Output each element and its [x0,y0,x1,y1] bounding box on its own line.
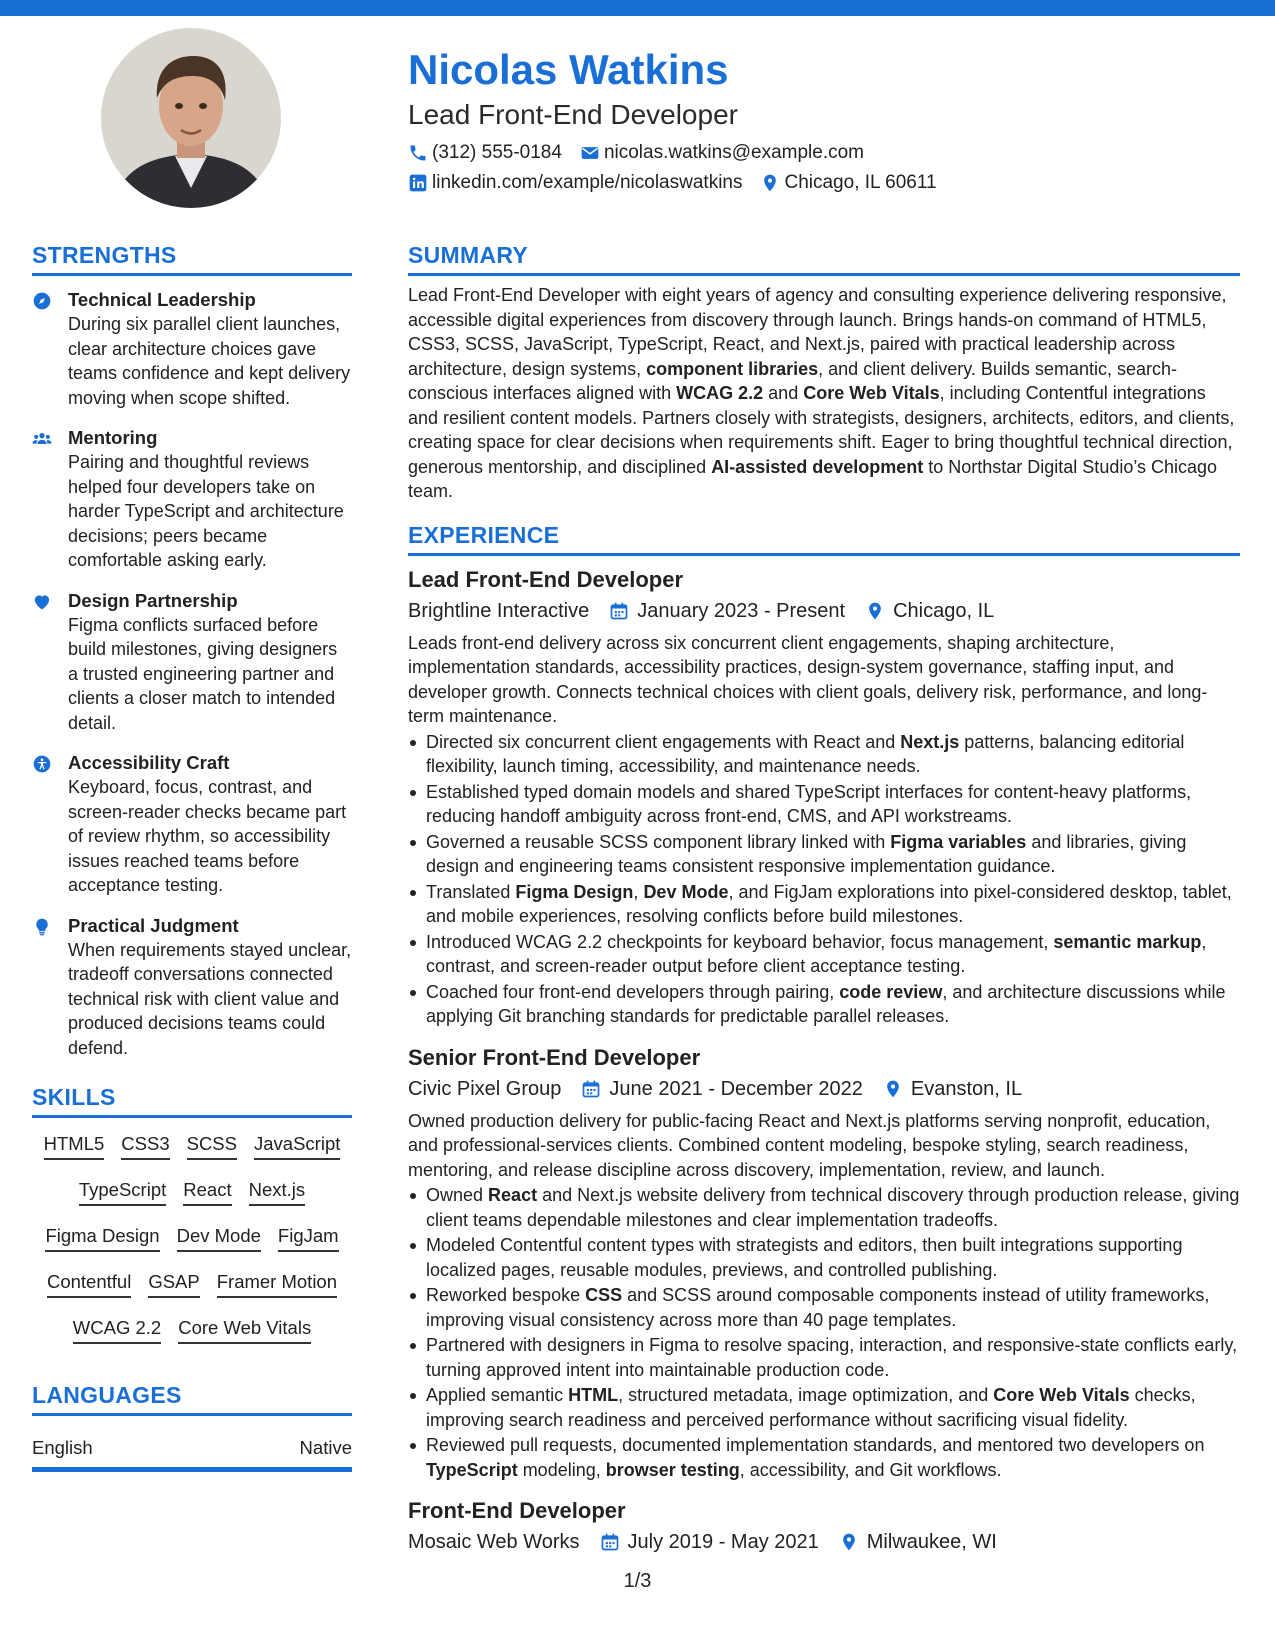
strength-desc: Pairing and thoughtful reviews helped four developers take on harder TypeScript and architecture decisions; peers became comfortable asking early. [68,452,344,570]
job-meta [408,596,1240,626]
bold-keyword: React [488,1185,538,1205]
calendar-icon [609,601,629,621]
envelope-icon [580,143,600,163]
job-dates: January 2023 - Present [637,599,846,622]
bold-keyword: TypeScript [426,1459,518,1480]
job-bullets [408,730,1240,1029]
skill-tag: WCAG 2.2 [73,1316,161,1344]
strength-item [32,288,352,410]
left-column [32,240,352,1472]
skill-tag: Framer Motion [217,1270,337,1298]
skill-row [32,1178,352,1206]
skill-tag: Core Web Vitals [178,1316,311,1344]
job-meta [408,1074,1240,1104]
lightbulb-icon [32,917,52,937]
right-column [408,240,1240,1557]
skills-list [32,1132,352,1344]
job-entry [408,565,1240,1029]
strength-item [32,426,352,573]
skill-tag: Contentful [47,1270,131,1298]
email-text: nicolas.watkins@example.com [603,142,864,163]
accessibility-icon [32,754,52,774]
bold-keyword: browser testing [605,1459,740,1480]
bold-keyword: component libraries [646,358,819,379]
skills-section [32,1082,352,1344]
map-pin-icon [760,173,780,193]
job-company: Brightline Interactive [408,599,590,622]
bold-keyword: Next.js [900,731,960,752]
users-icon [32,429,52,449]
strengths-section [32,240,352,1060]
job-location: Chicago, IL [893,599,995,622]
map-pin-icon [839,1532,859,1552]
linkedin-text: linkedin.com/example/nicolaswatkins [432,172,743,193]
skill-tag: CSS3 [121,1132,169,1160]
skill-tag: Dev Mode [177,1224,261,1252]
experience-section [408,520,1240,1558]
location-text: Chicago, IL 60611 [784,172,937,193]
calendar-icon [600,1532,620,1552]
map-pin-icon [865,601,885,621]
profile-photo [101,28,281,208]
bullet-item: Reviewed pull requests, documented implementation standards, and mentored two developers on TypeScript modeling, browser testing, accessibility, and Git workflows. [408,1433,1240,1482]
phone-text: (312) 555-0184 [432,142,562,163]
bullet-item: Governed a reusable SCSS component library linked with Figma variables and libraries, giving design and engineering teams consistent responsive implementation guidance. [408,830,1240,879]
summary-section [408,240,1240,504]
skill-tag: Figma Design [45,1224,159,1252]
strength-item [32,589,352,736]
summary-text: Lead Front-End Developer with eight years of agency and consulting experience delivering responsive, accessible digital experiences from discovery through launch. Brings hands-on command of HTML5, CSS3, SCSS, JavaScript, TypeScript, React, and Next.js, paired with practical leadership across architecture, design systems, component libraries, and client delivery. Builds semantic, search-conscious interfaces aligned with WCAG 2.2 and Core Web Vitals, including Contentful integrations and resilient content models. Partners closely with strategists, designers, architects, editors, and clients, creating space for clear decisions when requirements shift. Eager to bring thoughtful technical direction, generous mentorship, and disciplined AI-assisted development to Northstar Digital Studio’s Chicago team. [408,285,1235,501]
skill-tag: FigJam [278,1224,339,1252]
bold-keyword: Core Web Vitals [803,383,940,403]
languages-heading: LANGUAGES [32,1380,352,1416]
bold-keyword: WCAG 2.2 [676,383,764,403]
map-pin-icon [883,1079,903,1099]
strength-item [32,914,352,1061]
portrait-image [101,28,281,208]
candidate-name: Nicolas Watkins [408,46,729,93]
bullet-item: Owned React and Next.js website delivery from technical discovery through production release, giving client teams dependable milestones and clear implementation tradeoffs. [408,1183,1240,1232]
job-location: Milwaukee, WI [866,1531,997,1553]
bold-keyword: semantic markup [1053,931,1202,952]
bold-keyword: Dev Mode [643,881,729,902]
job-bullets [408,1183,1240,1482]
strength-title: Practical Judgment [68,914,239,936]
strength-title: Technical Leadership [68,289,256,310]
strength-item [32,751,352,898]
language-row [32,1436,352,1472]
languages-section [32,1380,352,1472]
language-name: English [32,1437,93,1458]
job-entry [408,1496,1240,1557]
skill-tag: SCSS [187,1132,237,1160]
skill-row [32,1270,352,1298]
bold-keyword: code review [839,981,943,1002]
bullet-item: Reworked bespoke CSS and SCSS around composable components instead of utility frameworks, improving visual consistency across more than 40 page templates. [408,1283,1240,1332]
bullet-item: Introduced WCAG 2.2 checkpoints for keyboard behavior, focus management, semantic markup, contrast, and screen-reader output before client acceptance testing. [408,930,1240,979]
bullet-item: Partnered with designers in Figma to resolve spacing, interaction, and responsive-state conflicts early, turning approved intent into maintainable production code. [408,1333,1240,1382]
job-meta [408,1527,1240,1557]
candidate-role: Lead Front-End Developer [408,99,738,130]
skill-tag: HTML5 [44,1132,105,1160]
skill-tag: React [183,1178,231,1206]
bold-keyword: HTML [568,1385,619,1405]
linkedin-icon [408,173,428,193]
strength-title: Accessibility Craft [68,752,230,773]
bold-keyword: CSS [585,1285,623,1305]
job-description: Leads front-end delivery across six concurrent client engagements, shaping architecture, implementation standards, accessibility practices, design-system governance, staffing input, and developer growth. Connects technical choices with client goals, delivery risk, performance, and long-term maintenance. [408,632,1208,726]
contact-email[interactable] [580,138,864,168]
language-level: Native [299,1437,352,1458]
skill-row [32,1132,352,1160]
calendar-icon [581,1079,601,1099]
bullet-item: Translated Figma Design, Dev Mode, and FigJam explorations into pixel-considered desktop, tablet, and mobile experiences, resolving conflicts before build milestones. [408,880,1240,929]
contact-row-2 [408,168,1248,198]
job-dates: June 2021 - December 2022 [609,1077,863,1100]
skill-row [32,1316,352,1344]
job-title: Front-End Developer [408,1498,626,1523]
top-accent-bar [0,0,1275,16]
contact-row-1 [408,138,1248,168]
strength-title: Mentoring [68,427,158,448]
job-title: Lead Front-End Developer [408,566,684,592]
job-description: Owned production delivery for public-facing React and Next.js platforms serving nonprofit, education, and professional-services clients. Combined content modeling, bespoke styling, search readiness, mentoring, and release discipline across discovery, implementation, review, and launch. [408,1110,1211,1180]
strength-desc: Keyboard, focus, contrast, and screen-reader checks became part of review rhythm, so accessibility issues reached teams before acceptance testing. [68,777,347,895]
bullet-item: Directed six concurrent client engagements with React and Next.js patterns, balancing editorial flexibility, launch timing, accessibility, and maintenance needs. [408,730,1240,779]
job-title: Senior Front-End Developer [408,1044,701,1070]
strength-desc: During six parallel client launches, clear architecture choices gave teams confidence and kept delivery moving when scope shifted. [68,314,351,408]
summary-heading: SUMMARY [408,240,1240,276]
bullet-item: Coached four front-end developers through pairing, code review, and architecture discussions while applying Git branching standards for predictable parallel releases. [408,980,1240,1029]
job-dates: July 2019 - May 2021 [627,1531,819,1553]
job-entry [408,1043,1240,1483]
bullet-item: Modeled Contentful content types with strategists and editors, then built integrations supporting localized pages, reusable modules, previews, and controlled publishing. [408,1233,1240,1282]
job-company: Mosaic Web Works [408,1531,580,1553]
bold-keyword: AI-assisted development [711,456,924,477]
contact-linkedin[interactable] [408,168,742,198]
contact-phone[interactable] [408,138,562,168]
bold-keyword: Figma variables [890,831,1027,852]
skill-tag: GSAP [148,1270,199,1298]
compass-icon [32,291,52,311]
bullet-item: Applied semantic HTML, structured metadata, image optimization, and Core Web Vitals checks, improving search readiness and perceived performance without sacrificing visual fidelity. [408,1383,1240,1432]
strengths-heading: STRENGTHS [32,240,352,276]
bold-keyword: Figma Design [515,881,634,902]
page-number: 1/3 [623,1570,652,1592]
bullet-item: Established typed domain models and shared TypeScript interfaces for content-heavy platforms, reducing handoff ambiguity across front-end, CMS, and API workstreams. [408,780,1240,829]
bold-keyword: Core Web Vitals [993,1385,1130,1405]
resume-header [408,44,1248,198]
strength-desc: When requirements stayed unclear, tradeoff conversations connected technical risk with client value and produced decisions teams could defend. [68,939,352,1058]
experience-heading: EXPERIENCE [408,520,1240,556]
skill-tag: JavaScript [254,1132,340,1160]
job-company: Civic Pixel Group [408,1077,562,1100]
heart-icon [32,592,52,612]
skill-tag: Next.js [249,1178,306,1206]
job-location: Evanston, IL [910,1077,1023,1100]
skill-row [32,1224,352,1252]
strength-title: Design Partnership [68,589,238,611]
skill-tag: TypeScript [79,1178,166,1206]
contact-location [760,168,936,198]
strength-desc: Figma conflicts surfaced before build milestones, giving designers a trusted engineering partner and clients a closer match to intended detail. [68,614,338,733]
phone-icon [408,143,428,163]
skills-heading: SKILLS [32,1082,352,1118]
